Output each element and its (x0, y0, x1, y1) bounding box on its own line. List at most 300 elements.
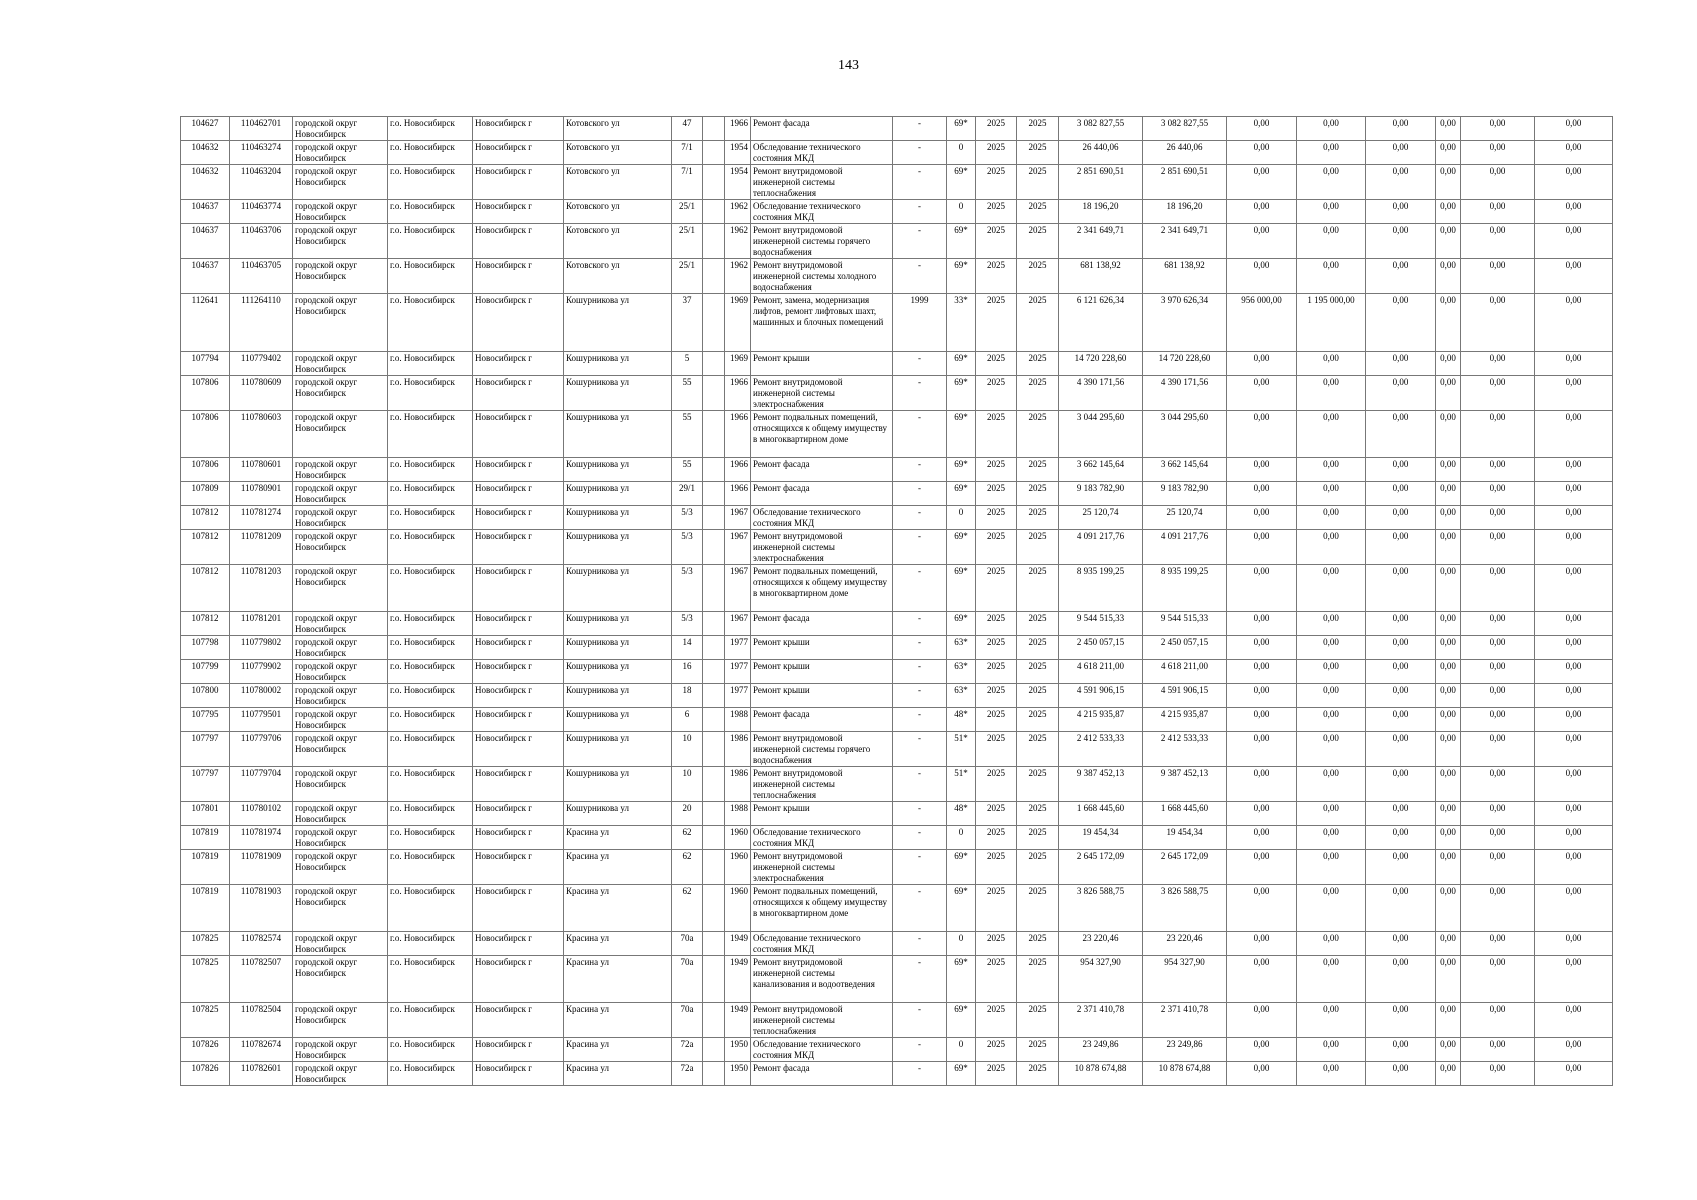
cell-budget-cost-4: 0,00 (1436, 660, 1461, 684)
cell-budget-cost-4: 0,00 (1436, 885, 1461, 932)
cell-municipality: г.о. Новосибирск (388, 352, 473, 376)
cell-municipality: г.о. Новосибирск (388, 826, 473, 850)
cell-house-number: 47 (672, 117, 703, 141)
table-row (181, 802, 1613, 826)
cell-owner-cost: 0,00 (1461, 802, 1535, 826)
cell-budget-cost-2: 0,00 (1297, 259, 1366, 294)
cell-other-cost: 0,00 (1535, 1038, 1613, 1062)
cell-house-id: 107806 (181, 376, 230, 411)
cell-house-number: 25/1 (672, 259, 703, 294)
cell-work-id: 110781903 (230, 885, 293, 932)
cell-plan-year-end: 2025 (1017, 767, 1059, 802)
cell-lift-year: 1999 (893, 294, 947, 352)
cell-year-built: 1969 (725, 294, 751, 352)
cell-total-cost: 4 390 171,56 (1059, 376, 1143, 411)
cell-street: Котовского ул (564, 200, 672, 224)
cell-plan-year-end: 2025 (1017, 850, 1059, 885)
cell-total-cost: 2 851 690,51 (1059, 165, 1143, 200)
cell-other-cost: 0,00 (1535, 767, 1613, 802)
cell-house-number: 5/3 (672, 565, 703, 612)
cell-budget-cost-2: 0,00 (1297, 506, 1366, 530)
cell-owner-cost: 0,00 (1461, 612, 1535, 636)
cell-building (703, 482, 725, 506)
cell-budget-cost-2: 0,00 (1297, 482, 1366, 506)
cell-budget-cost-4: 0,00 (1436, 411, 1461, 458)
cell-plan-year-end: 2025 (1017, 352, 1059, 376)
cell-lift-year: - (893, 956, 947, 1003)
cell-wear-percent: 69* (947, 117, 976, 141)
cell-owner-cost: 0,00 (1461, 932, 1535, 956)
cell-house-id: 107826 (181, 1062, 230, 1086)
cell-work-id: 110780002 (230, 684, 293, 708)
cell-other-cost: 0,00 (1535, 885, 1613, 932)
cell-house-number: 70а (672, 956, 703, 1003)
cell-street: Котовского ул (564, 259, 672, 294)
cell-budget-cost-3: 0,00 (1366, 352, 1436, 376)
cell-budget-cost-2: 0,00 (1297, 1003, 1366, 1038)
cell-municipality: г.о. Новосибирск (388, 141, 473, 165)
cell-plan-year-start: 2025 (976, 458, 1017, 482)
cell-house-id: 107798 (181, 636, 230, 660)
cell-street: Котовского ул (564, 224, 672, 259)
cell-locality: Новосибирск г (473, 732, 564, 767)
cell-building (703, 956, 725, 1003)
cell-lift-year: - (893, 1062, 947, 1086)
cell-municipal-district: городской округ Новосибирск (293, 458, 388, 482)
cell-plan-year-end: 2025 (1017, 732, 1059, 767)
table-row (181, 767, 1613, 802)
cell-owner-cost: 0,00 (1461, 458, 1535, 482)
cell-building (703, 165, 725, 200)
cell-locality: Новосибирск г (473, 708, 564, 732)
cell-house-number: 5 (672, 352, 703, 376)
cell-street: Кошурникова ул (564, 708, 672, 732)
cell-wear-percent: 0 (947, 141, 976, 165)
cell-wear-percent: 69* (947, 530, 976, 565)
cell-total-cost: 6 121 626,34 (1059, 294, 1143, 352)
cell-house-id: 107801 (181, 802, 230, 826)
cell-budget-cost-3: 0,00 (1366, 660, 1436, 684)
table-row (181, 117, 1613, 141)
cell-plan-year-start: 2025 (976, 376, 1017, 411)
cell-year-built: 1966 (725, 458, 751, 482)
cell-budget-cost-3: 0,00 (1366, 506, 1436, 530)
cell-house-number: 14 (672, 636, 703, 660)
cell-work-type: Ремонт подвальных помещений, относящихся к общему имуществу в многоквартирном доме (751, 411, 893, 458)
cell-lift-year: - (893, 826, 947, 850)
cell-budget-cost-1: 0,00 (1227, 708, 1297, 732)
cell-house-id: 107799 (181, 660, 230, 684)
cell-work-type: Обследование технического состояния МКД (751, 826, 893, 850)
cell-budget-cost-2: 0,00 (1297, 117, 1366, 141)
cell-building (703, 141, 725, 165)
cell-lift-year: - (893, 802, 947, 826)
cell-municipality: г.о. Новосибирск (388, 636, 473, 660)
cell-locality: Новосибирск г (473, 141, 564, 165)
cell-work-type: Ремонт фасада (751, 612, 893, 636)
cell-building (703, 767, 725, 802)
cell-budget-cost-2: 0,00 (1297, 200, 1366, 224)
cell-house-number: 55 (672, 411, 703, 458)
cell-fund-cost: 3 970 626,34 (1143, 294, 1227, 352)
cell-fund-cost: 8 935 199,25 (1143, 565, 1227, 612)
cell-plan-year-end: 2025 (1017, 200, 1059, 224)
cell-year-built: 1962 (725, 200, 751, 224)
cell-budget-cost-1: 0,00 (1227, 885, 1297, 932)
cell-building (703, 660, 725, 684)
cell-total-cost: 681 138,92 (1059, 259, 1143, 294)
cell-house-number: 18 (672, 684, 703, 708)
cell-work-id: 110779501 (230, 708, 293, 732)
cell-building (703, 117, 725, 141)
cell-budget-cost-1: 0,00 (1227, 376, 1297, 411)
cell-budget-cost-4: 0,00 (1436, 684, 1461, 708)
cell-municipal-district: городской округ Новосибирск (293, 956, 388, 1003)
cell-fund-cost: 9 183 782,90 (1143, 482, 1227, 506)
cell-year-built: 1986 (725, 732, 751, 767)
cell-owner-cost: 0,00 (1461, 294, 1535, 352)
cell-plan-year-start: 2025 (976, 506, 1017, 530)
cell-owner-cost: 0,00 (1461, 708, 1535, 732)
cell-plan-year-start: 2025 (976, 224, 1017, 259)
cell-lift-year: - (893, 482, 947, 506)
cell-year-built: 1949 (725, 956, 751, 1003)
cell-work-type: Ремонт фасада (751, 117, 893, 141)
cell-street: Красина ул (564, 826, 672, 850)
cell-total-cost: 3 826 588,75 (1059, 885, 1143, 932)
cell-budget-cost-4: 0,00 (1436, 352, 1461, 376)
cell-budget-cost-4: 0,00 (1436, 376, 1461, 411)
cell-total-cost: 2 645 172,09 (1059, 850, 1143, 885)
cell-municipality: г.о. Новосибирск (388, 530, 473, 565)
cell-fund-cost: 2 851 690,51 (1143, 165, 1227, 200)
cell-budget-cost-1: 0,00 (1227, 141, 1297, 165)
cell-fund-cost: 4 618 211,00 (1143, 660, 1227, 684)
cell-house-id: 107825 (181, 932, 230, 956)
cell-wear-percent: 0 (947, 1038, 976, 1062)
cell-municipal-district: городской округ Новосибирск (293, 1038, 388, 1062)
cell-work-id: 110780609 (230, 376, 293, 411)
cell-house-number: 7/1 (672, 165, 703, 200)
cell-wear-percent: 69* (947, 1062, 976, 1086)
cell-budget-cost-3: 0,00 (1366, 294, 1436, 352)
cell-work-type: Ремонт фасада (751, 708, 893, 732)
cell-budget-cost-3: 0,00 (1366, 1038, 1436, 1062)
cell-plan-year-end: 2025 (1017, 165, 1059, 200)
table-row (181, 200, 1613, 224)
cell-plan-year-end: 2025 (1017, 802, 1059, 826)
cell-fund-cost: 9 387 452,13 (1143, 767, 1227, 802)
cell-other-cost: 0,00 (1535, 732, 1613, 767)
cell-house-id: 107812 (181, 565, 230, 612)
cell-municipal-district: городской округ Новосибирск (293, 885, 388, 932)
cell-locality: Новосибирск г (473, 458, 564, 482)
cell-work-type: Ремонт внутридомовой инженерной системы электроснабжения (751, 850, 893, 885)
cell-budget-cost-4: 0,00 (1436, 117, 1461, 141)
cell-house-id: 107797 (181, 767, 230, 802)
cell-other-cost: 0,00 (1535, 482, 1613, 506)
cell-plan-year-start: 2025 (976, 767, 1017, 802)
cell-fund-cost: 18 196,20 (1143, 200, 1227, 224)
cell-lift-year: - (893, 458, 947, 482)
cell-work-id: 110781203 (230, 565, 293, 612)
cell-budget-cost-3: 0,00 (1366, 732, 1436, 767)
table-body (181, 117, 1613, 1086)
cell-municipality: г.о. Новосибирск (388, 165, 473, 200)
table-row (181, 458, 1613, 482)
cell-lift-year: - (893, 708, 947, 732)
cell-house-number: 62 (672, 826, 703, 850)
cell-locality: Новосибирск г (473, 530, 564, 565)
cell-street: Кошурникова ул (564, 612, 672, 636)
cell-plan-year-end: 2025 (1017, 1062, 1059, 1086)
cell-municipal-district: городской округ Новосибирск (293, 767, 388, 802)
cell-budget-cost-2: 0,00 (1297, 850, 1366, 885)
cell-other-cost: 0,00 (1535, 506, 1613, 530)
cell-work-id: 110463274 (230, 141, 293, 165)
cell-municipal-district: городской округ Новосибирск (293, 826, 388, 850)
cell-wear-percent: 69* (947, 352, 976, 376)
cell-wear-percent: 69* (947, 411, 976, 458)
cell-building (703, 636, 725, 660)
cell-owner-cost: 0,00 (1461, 259, 1535, 294)
cell-other-cost: 0,00 (1535, 200, 1613, 224)
cell-fund-cost: 9 544 515,33 (1143, 612, 1227, 636)
cell-budget-cost-2: 0,00 (1297, 684, 1366, 708)
cell-budget-cost-3: 0,00 (1366, 224, 1436, 259)
cell-year-built: 1969 (725, 352, 751, 376)
cell-locality: Новосибирск г (473, 1038, 564, 1062)
cell-house-id: 107797 (181, 732, 230, 767)
cell-budget-cost-4: 0,00 (1436, 506, 1461, 530)
cell-total-cost: 4 618 211,00 (1059, 660, 1143, 684)
cell-work-id: 110782574 (230, 932, 293, 956)
cell-plan-year-end: 2025 (1017, 565, 1059, 612)
cell-house-number: 25/1 (672, 224, 703, 259)
cell-locality: Новосибирск г (473, 850, 564, 885)
cell-work-id: 110782601 (230, 1062, 293, 1086)
cell-building (703, 294, 725, 352)
cell-budget-cost-2: 0,00 (1297, 411, 1366, 458)
cell-work-type: Ремонт подвальных помещений, относящихся к общему имуществу в многоквартирном доме (751, 565, 893, 612)
cell-fund-cost: 4 215 935,87 (1143, 708, 1227, 732)
cell-street: Кошурникова ул (564, 684, 672, 708)
cell-other-cost: 0,00 (1535, 141, 1613, 165)
cell-plan-year-end: 2025 (1017, 885, 1059, 932)
cell-wear-percent: 0 (947, 200, 976, 224)
cell-wear-percent: 69* (947, 376, 976, 411)
cell-budget-cost-3: 0,00 (1366, 684, 1436, 708)
cell-street: Красина ул (564, 885, 672, 932)
cell-work-id: 110463204 (230, 165, 293, 200)
cell-house-id: 107825 (181, 1003, 230, 1038)
cell-plan-year-end: 2025 (1017, 224, 1059, 259)
cell-budget-cost-1: 0,00 (1227, 660, 1297, 684)
cell-locality: Новосибирск г (473, 200, 564, 224)
cell-building (703, 259, 725, 294)
cell-municipal-district: городской округ Новосибирск (293, 684, 388, 708)
cell-house-id: 107809 (181, 482, 230, 506)
cell-budget-cost-2: 0,00 (1297, 956, 1366, 1003)
cell-budget-cost-2: 0,00 (1297, 885, 1366, 932)
cell-locality: Новосибирск г (473, 352, 564, 376)
cell-municipality: г.о. Новосибирск (388, 224, 473, 259)
cell-budget-cost-3: 0,00 (1366, 932, 1436, 956)
cell-street: Красина ул (564, 1062, 672, 1086)
cell-work-id: 110781974 (230, 826, 293, 850)
cell-year-built: 1988 (725, 802, 751, 826)
cell-total-cost: 4 091 217,76 (1059, 530, 1143, 565)
cell-plan-year-end: 2025 (1017, 684, 1059, 708)
table-row (181, 932, 1613, 956)
cell-lift-year: - (893, 612, 947, 636)
cell-budget-cost-2: 0,00 (1297, 802, 1366, 826)
cell-municipal-district: городской округ Новосибирск (293, 224, 388, 259)
cell-work-type: Ремонт крыши (751, 802, 893, 826)
cell-work-id: 110779402 (230, 352, 293, 376)
cell-street: Кошурникова ул (564, 376, 672, 411)
cell-street: Кошурникова ул (564, 294, 672, 352)
cell-locality: Новосибирск г (473, 802, 564, 826)
cell-work-id: 110779902 (230, 660, 293, 684)
cell-building (703, 802, 725, 826)
cell-budget-cost-4: 0,00 (1436, 224, 1461, 259)
cell-house-id: 104637 (181, 259, 230, 294)
cell-budget-cost-4: 0,00 (1436, 1003, 1461, 1038)
cell-plan-year-end: 2025 (1017, 117, 1059, 141)
cell-lift-year: - (893, 850, 947, 885)
cell-budget-cost-3: 0,00 (1366, 850, 1436, 885)
cell-budget-cost-2: 0,00 (1297, 826, 1366, 850)
cell-year-built: 1966 (725, 376, 751, 411)
cell-work-id: 110782674 (230, 1038, 293, 1062)
cell-other-cost: 0,00 (1535, 352, 1613, 376)
cell-budget-cost-2: 0,00 (1297, 458, 1366, 482)
cell-budget-cost-2: 0,00 (1297, 352, 1366, 376)
cell-owner-cost: 0,00 (1461, 1003, 1535, 1038)
cell-budget-cost-3: 0,00 (1366, 141, 1436, 165)
cell-other-cost: 0,00 (1535, 565, 1613, 612)
table-row (181, 732, 1613, 767)
cell-year-built: 1950 (725, 1038, 751, 1062)
cell-wear-percent: 69* (947, 885, 976, 932)
cell-budget-cost-3: 0,00 (1366, 767, 1436, 802)
cell-work-type: Ремонт внутридомовой инженерной системы электроснабжения (751, 530, 893, 565)
cell-budget-cost-1: 0,00 (1227, 767, 1297, 802)
cell-fund-cost: 23 249,86 (1143, 1038, 1227, 1062)
cell-municipality: г.о. Новосибирск (388, 1038, 473, 1062)
cell-total-cost: 25 120,74 (1059, 506, 1143, 530)
cell-municipal-district: городской округ Новосибирск (293, 352, 388, 376)
cell-owner-cost: 0,00 (1461, 850, 1535, 885)
cell-wear-percent: 0 (947, 932, 976, 956)
cell-house-id: 107819 (181, 850, 230, 885)
cell-plan-year-end: 2025 (1017, 506, 1059, 530)
cell-street: Кошурникова ул (564, 767, 672, 802)
cell-building (703, 224, 725, 259)
cell-locality: Новосибирск г (473, 660, 564, 684)
cell-municipality: г.о. Новосибирск (388, 850, 473, 885)
cell-work-type: Ремонт внутридомовой инженерной системы горячего водоснабжения (751, 732, 893, 767)
cell-fund-cost: 2 341 649,71 (1143, 224, 1227, 259)
cell-street: Красина ул (564, 932, 672, 956)
cell-locality: Новосибирск г (473, 1003, 564, 1038)
cell-municipality: г.о. Новосибирск (388, 458, 473, 482)
cell-municipality: г.о. Новосибирск (388, 956, 473, 1003)
cell-house-id: 107800 (181, 684, 230, 708)
cell-municipality: г.о. Новосибирск (388, 482, 473, 506)
cell-budget-cost-3: 0,00 (1366, 612, 1436, 636)
cell-lift-year: - (893, 352, 947, 376)
cell-municipal-district: городской округ Новосибирск (293, 802, 388, 826)
cell-locality: Новосибирск г (473, 956, 564, 1003)
cell-street: Красина ул (564, 1003, 672, 1038)
cell-building (703, 1038, 725, 1062)
cell-plan-year-start: 2025 (976, 802, 1017, 826)
cell-budget-cost-3: 0,00 (1366, 117, 1436, 141)
cell-fund-cost: 19 454,34 (1143, 826, 1227, 850)
cell-municipality: г.о. Новосибирск (388, 200, 473, 224)
cell-work-type: Обследование технического состояния МКД (751, 1038, 893, 1062)
cell-house-id: 104627 (181, 117, 230, 141)
cell-house-number: 29/1 (672, 482, 703, 506)
cell-other-cost: 0,00 (1535, 294, 1613, 352)
cell-street: Кошурникова ул (564, 352, 672, 376)
cell-owner-cost: 0,00 (1461, 565, 1535, 612)
cell-budget-cost-3: 0,00 (1366, 165, 1436, 200)
cell-municipal-district: городской округ Новосибирск (293, 259, 388, 294)
cell-municipal-district: городской округ Новосибирск (293, 708, 388, 732)
cell-year-built: 1966 (725, 482, 751, 506)
cell-total-cost: 23 220,46 (1059, 932, 1143, 956)
cell-lift-year: - (893, 1038, 947, 1062)
cell-budget-cost-2: 0,00 (1297, 376, 1366, 411)
cell-plan-year-end: 2025 (1017, 708, 1059, 732)
cell-budget-cost-2: 0,00 (1297, 1038, 1366, 1062)
cell-house-id: 107806 (181, 411, 230, 458)
cell-lift-year: - (893, 141, 947, 165)
cell-plan-year-start: 2025 (976, 826, 1017, 850)
cell-year-built: 1954 (725, 165, 751, 200)
cell-work-type: Ремонт внутридомовой инженерной системы теплоснабжения (751, 767, 893, 802)
cell-wear-percent: 63* (947, 636, 976, 660)
cell-work-id: 110781274 (230, 506, 293, 530)
table-row (181, 1062, 1613, 1086)
cell-other-cost: 0,00 (1535, 612, 1613, 636)
cell-municipal-district: городской округ Новосибирск (293, 636, 388, 660)
cell-budget-cost-1: 0,00 (1227, 506, 1297, 530)
table-row (181, 224, 1613, 259)
cell-year-built: 1962 (725, 224, 751, 259)
cell-wear-percent: 69* (947, 956, 976, 1003)
cell-owner-cost: 0,00 (1461, 732, 1535, 767)
cell-wear-percent: 69* (947, 165, 976, 200)
cell-building (703, 411, 725, 458)
cell-municipality: г.о. Новосибирск (388, 1003, 473, 1038)
cell-year-built: 1962 (725, 259, 751, 294)
cell-house-id: 107825 (181, 956, 230, 1003)
cell-municipality: г.о. Новосибирск (388, 565, 473, 612)
cell-street: Кошурникова ул (564, 732, 672, 767)
cell-house-number: 5/3 (672, 530, 703, 565)
cell-plan-year-end: 2025 (1017, 294, 1059, 352)
cell-work-id: 110779704 (230, 767, 293, 802)
cell-municipal-district: городской округ Новосибирск (293, 200, 388, 224)
cell-fund-cost: 4 591 906,15 (1143, 684, 1227, 708)
cell-municipality: г.о. Новосибирск (388, 802, 473, 826)
cell-budget-cost-1: 0,00 (1227, 850, 1297, 885)
cell-lift-year: - (893, 200, 947, 224)
